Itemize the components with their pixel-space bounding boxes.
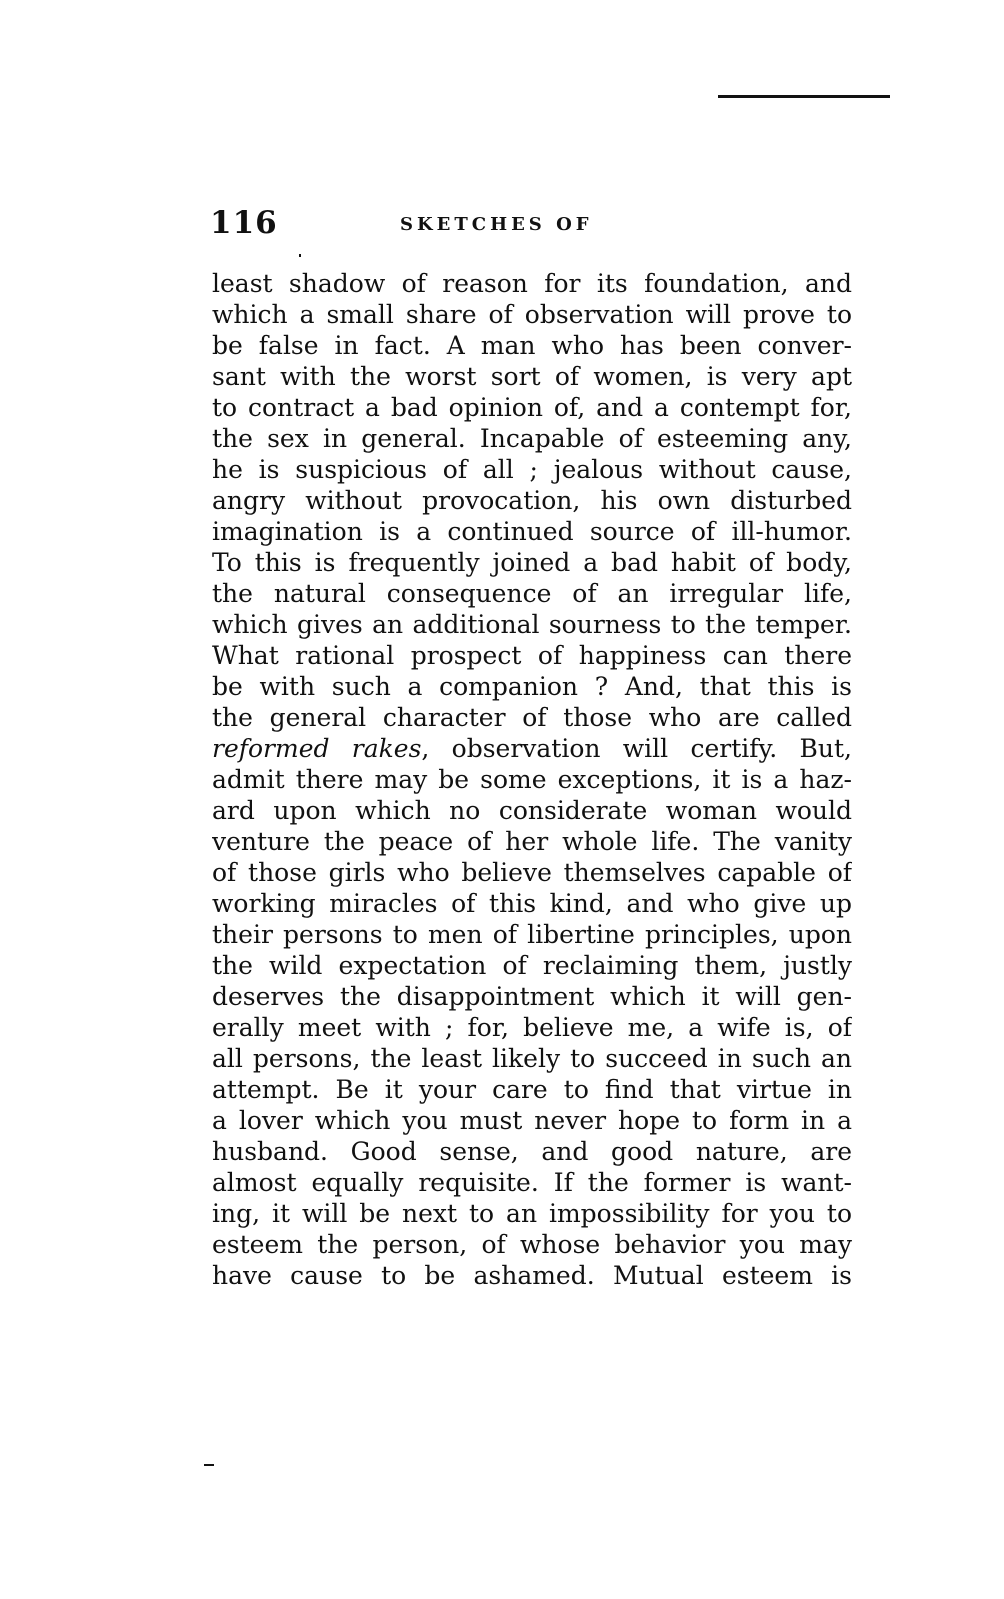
text-line: a lover which you must never hope to form in a bbox=[212, 1106, 852, 1135]
text-line: deserves the disappointment which it will gen- bbox=[212, 982, 852, 1011]
page-number: 116 bbox=[210, 205, 278, 241]
text-line: working miracles of this kind, and who give up bbox=[212, 889, 852, 918]
text-line: To this is frequently joined a bad habit of body, bbox=[212, 548, 852, 577]
italic-phrase: reformed rakes bbox=[212, 734, 422, 763]
text-line: have cause to be ashamed. Mutual esteem is bbox=[212, 1261, 852, 1290]
text-line: almost equally requisite. If the former is want- bbox=[212, 1168, 852, 1197]
text-line: of those girls who believe themselves capable of bbox=[212, 858, 852, 887]
text-line: sant with the worst sort of women, is very apt bbox=[212, 362, 852, 391]
text-line: which a small share of observation will prove to bbox=[212, 300, 852, 329]
text-line: all persons, the least likely to succeed in such an bbox=[212, 1044, 852, 1073]
running-head: SKETCHES OF bbox=[400, 214, 593, 235]
text-line: least shadow of reason for its foundation, and bbox=[212, 269, 852, 298]
text-line: the wild expectation of reclaiming them, justly bbox=[212, 951, 852, 980]
text-line: husband. Good sense, and good nature, are bbox=[212, 1137, 852, 1166]
text-line: esteem the person, of whose behavior you may bbox=[212, 1230, 852, 1259]
body-text bbox=[212, 268, 852, 1291]
text-line: he is suspicious of all ; jealous without cause, bbox=[212, 455, 852, 484]
top-rule bbox=[718, 95, 890, 98]
text-line: be false in fact. A man who has been conver- bbox=[212, 331, 852, 360]
text-line: angry without provocation, his own disturbed bbox=[212, 486, 852, 515]
text-line: the general character of those who are called bbox=[212, 703, 852, 732]
text-line: venture the peace of her whole life. The vanity bbox=[212, 827, 852, 856]
text-line: which gives an additional sourness to the temper. bbox=[212, 610, 852, 639]
line-rest: , observation will certify. But, bbox=[421, 734, 852, 763]
page-header bbox=[210, 205, 850, 245]
text-line: the natural consequence of an irregular life, bbox=[212, 579, 852, 608]
text-line: What rational prospect of happiness can there bbox=[212, 641, 852, 670]
printer-mark bbox=[204, 1464, 214, 1466]
printer-mark bbox=[299, 254, 301, 257]
text-line: their persons to men of libertine principles, upon bbox=[212, 920, 852, 949]
text-line: imagination is a continued source of ill-humor. bbox=[212, 517, 852, 546]
text-line: erally meet with ; for, believe me, a wife is, of bbox=[212, 1013, 852, 1042]
text-line: ard upon which no considerate woman would bbox=[212, 796, 852, 825]
text-line: ing, it will be next to an impossibility for you to bbox=[212, 1199, 852, 1228]
text-line bbox=[212, 733, 852, 764]
text-line: admit there may be some exceptions, it is a haz- bbox=[212, 765, 852, 794]
text-line: to contract a bad opinion of, and a contempt for, bbox=[212, 393, 852, 422]
text-line: attempt. Be it your care to find that virtue in bbox=[212, 1075, 852, 1104]
text-line: the sex in general. Incapable of esteeming any, bbox=[212, 424, 852, 453]
text-line: be with such a companion ? And, that this is bbox=[212, 672, 852, 701]
